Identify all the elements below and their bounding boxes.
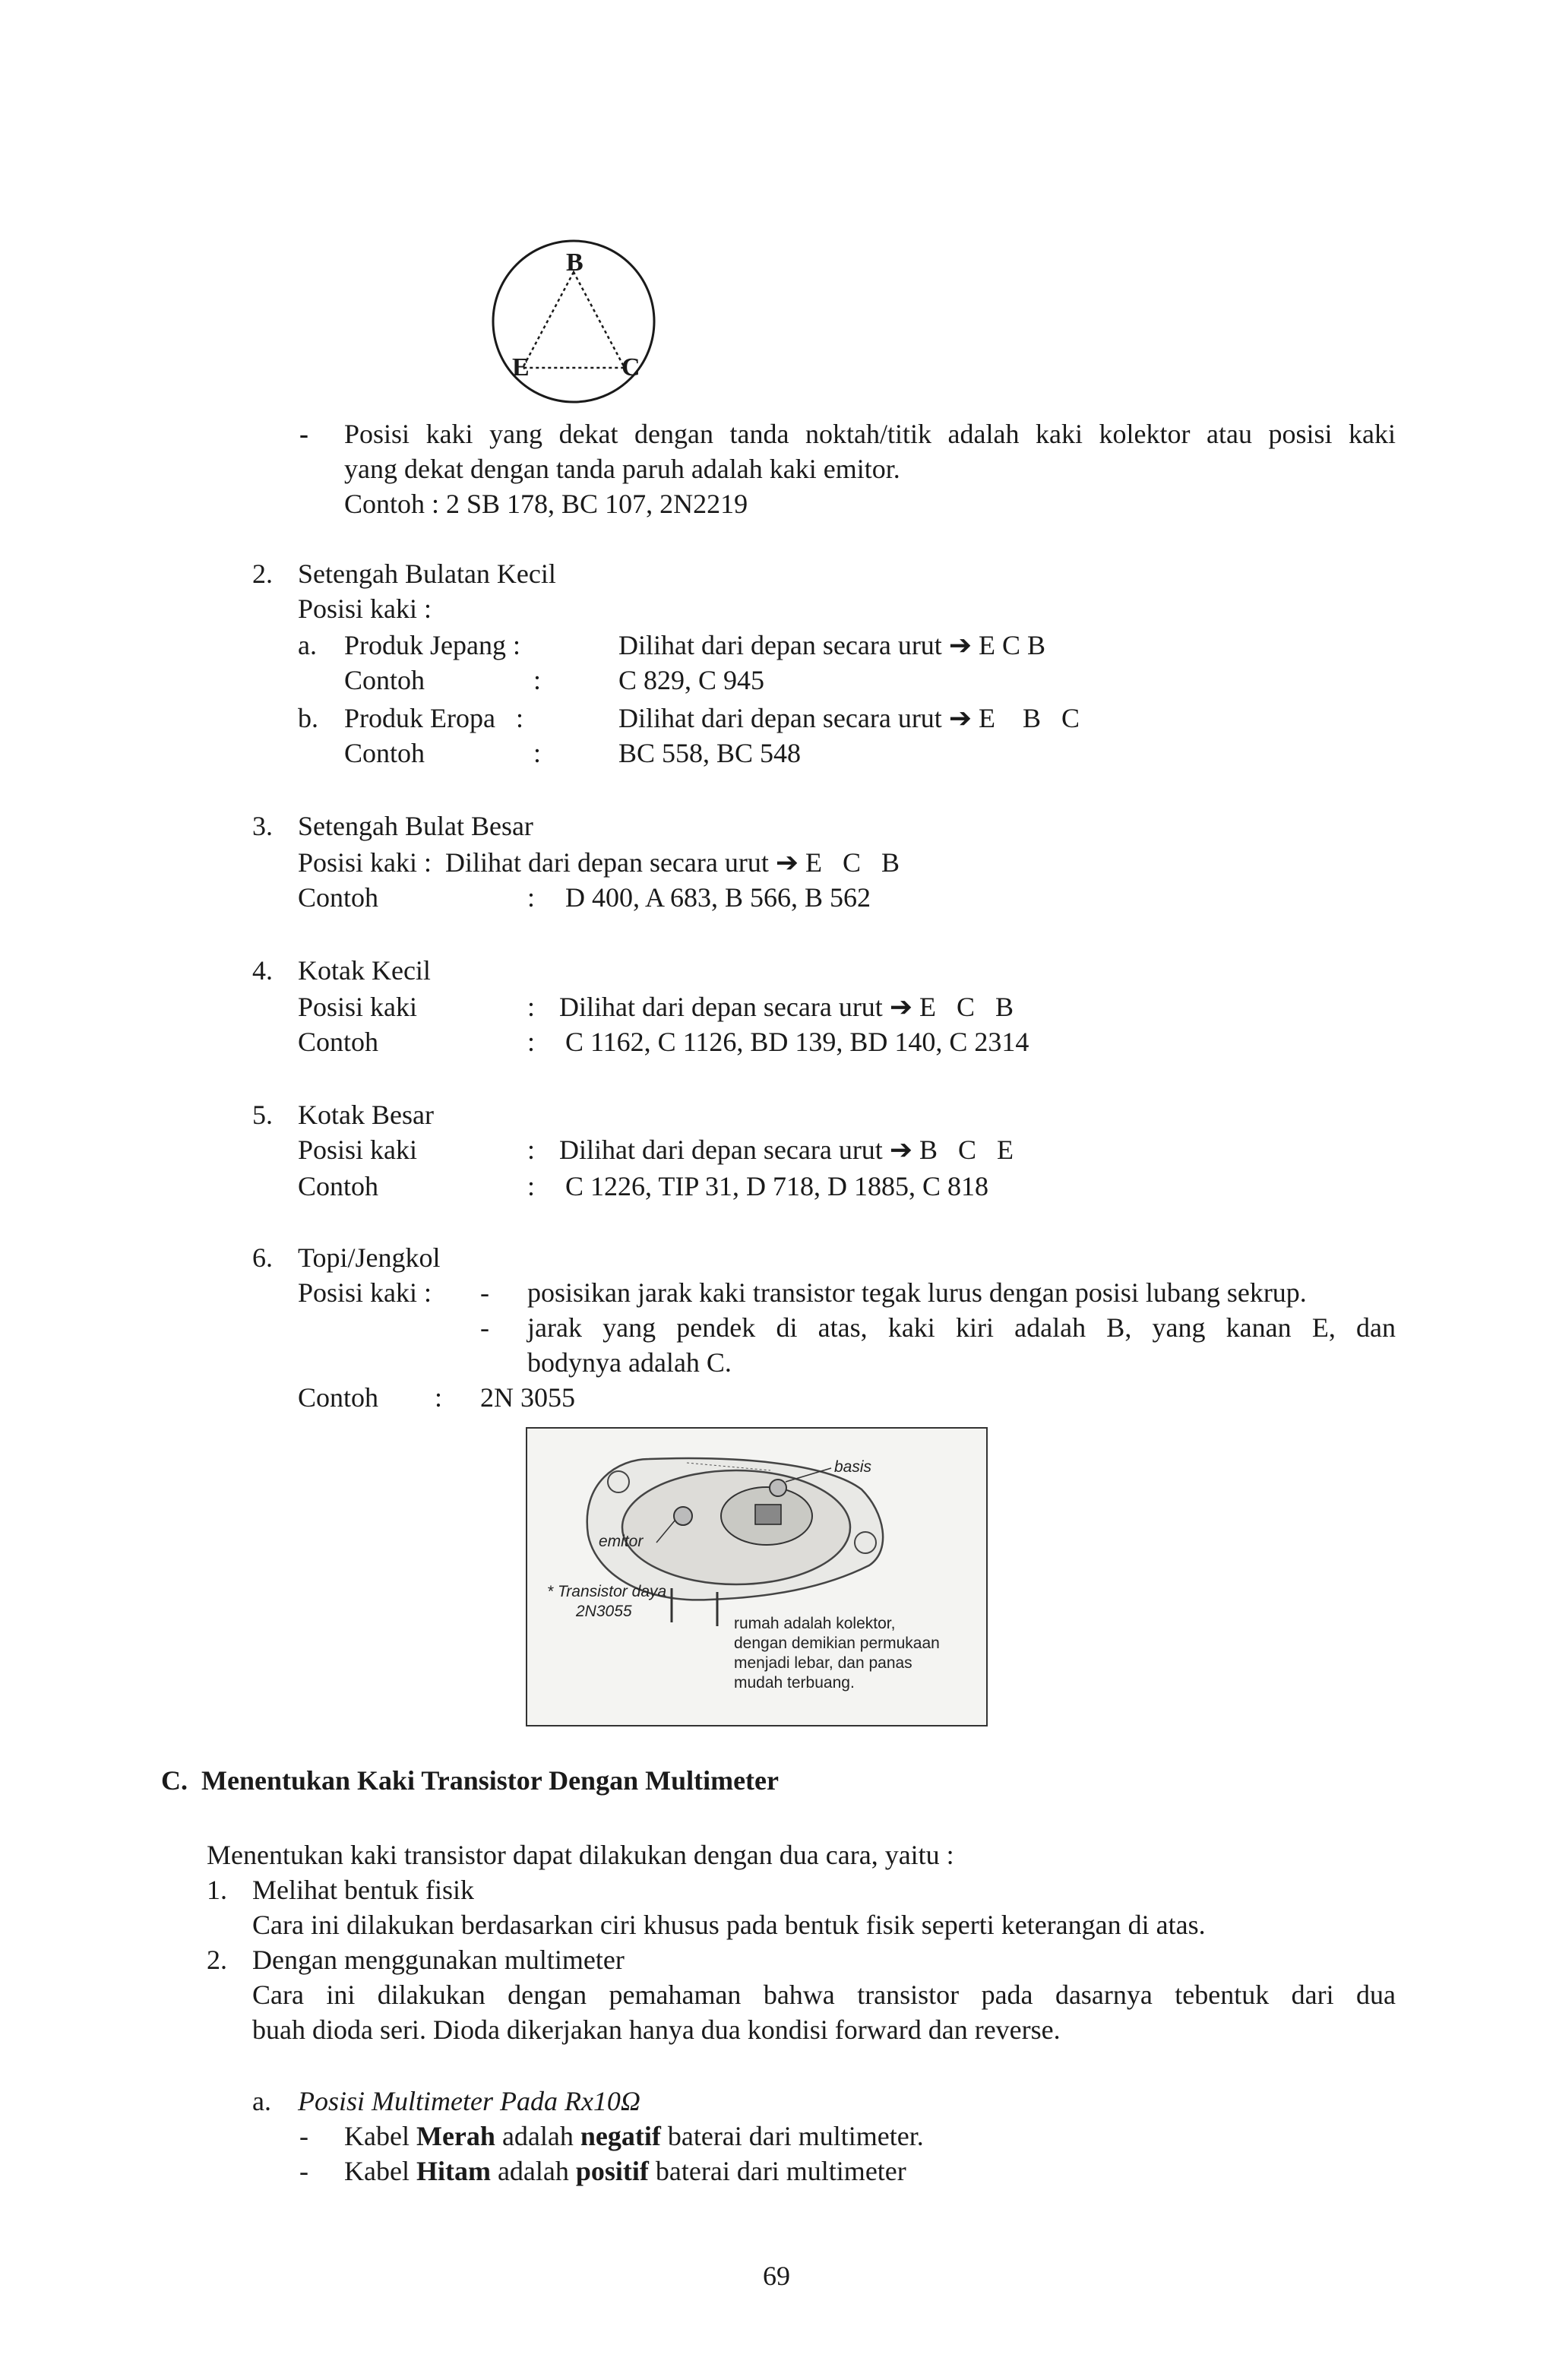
item2-b-example-label: Contoh xyxy=(344,738,425,768)
photo-label-type1: * Transistor daya xyxy=(547,1583,667,1600)
section-c-item2-title: Dengan menggunakan multimeter xyxy=(252,1945,625,1975)
photo-note-line2: dengan demikian permukaan xyxy=(734,1635,940,1652)
sub-a-marker: a. xyxy=(252,2086,271,2116)
item2-b-example-colon: : xyxy=(533,738,542,768)
sub-a-line1: Kabel Merah adalah negatif baterai dari multimeter. xyxy=(344,2121,924,2151)
item3-example-label: Contoh xyxy=(298,882,379,913)
item2-b-example-value: BC 558, BC 548 xyxy=(618,738,802,768)
item4-pos-value: Dilihat dari depan secara urut ➔ E C B xyxy=(559,992,1014,1022)
item2-a-label: Produk Jepang : xyxy=(344,630,520,660)
sub-a-title: Posisi Multimeter Pada Rx10Ω xyxy=(298,2086,640,2116)
pin-label-c: C xyxy=(621,353,640,381)
intro-example: Contoh : 2 SB 178, BC 107, 2N2219 xyxy=(344,489,748,519)
item2-b-label: Produk Eropa : xyxy=(344,703,523,733)
item6-dash1: - xyxy=(480,1277,489,1308)
item2-a-value: Dilihat dari depan secara urut ➔ E C B xyxy=(618,630,1045,660)
item3-example-value: D 400, A 683, B 566, B 562 xyxy=(565,882,871,913)
section-c-intro: Menentukan kaki transistor dapat dilakukan dengan dua cara, yaitu : xyxy=(207,1840,954,1870)
section-c-item1-body: Cara ini dilakukan berdasarkan ciri khusus pada bentuk fisik seperti keterangan di atas. xyxy=(252,1910,1206,1940)
item5-example-label: Contoh xyxy=(298,1171,379,1201)
item3-example-colon: : xyxy=(527,882,536,913)
photo-label-emitor: emitor xyxy=(599,1533,644,1550)
item2-a-example-value: C 829, C 945 xyxy=(618,665,765,695)
section-c-item2-body2: buah dioda seri. Dioda dikerjakan hanya dua kondisi forward dan reverse. xyxy=(252,2014,1061,2045)
transistor-photo xyxy=(526,1427,988,1726)
item5-pos-value: Dilihat dari depan secara urut ➔ B C E xyxy=(559,1135,1014,1165)
photo-label-type2: 2N3055 xyxy=(576,1603,632,1620)
item4-number: 4. xyxy=(252,955,273,986)
sub-a-dash1: - xyxy=(299,2121,308,2151)
pin-diagram xyxy=(486,234,661,409)
item2-a-marker: a. xyxy=(298,630,317,660)
item2-b-value: Dilihat dari depan secara urut ➔ E B C xyxy=(618,703,1080,733)
item2-a-example-label: Contoh xyxy=(344,665,425,695)
item6-example-value: 2N 3055 xyxy=(480,1382,575,1413)
item6-number: 6. xyxy=(252,1242,273,1273)
item6-example-colon: : xyxy=(435,1382,443,1413)
intro-line2: yang dekat dengan tanda paruh adalah kaki emitor. xyxy=(344,454,900,484)
item5-pos-colon: : xyxy=(527,1135,536,1165)
item3-number: 3. xyxy=(252,811,273,841)
section-c-item2-body1: Cara ini dilakukan dengan pemahaman bahwa transistor pada dasarnya tebentuk dari dua xyxy=(252,1980,1396,2010)
item4-example-colon: : xyxy=(527,1027,536,1057)
photo-note-line4: mudah terbuang. xyxy=(734,1674,855,1692)
item2-b-marker: b. xyxy=(298,703,318,733)
photo-note-line3: menjadi lebar, dan panas xyxy=(734,1654,912,1672)
intro-bullet: - xyxy=(299,419,308,449)
item5-pos-label: Posisi kaki xyxy=(298,1135,418,1165)
item4-example-label: Contoh xyxy=(298,1027,379,1057)
item6-example-label: Contoh xyxy=(298,1382,379,1413)
item5-number: 5. xyxy=(252,1100,273,1130)
item6-title: Topi/Jengkol xyxy=(298,1242,441,1273)
page-number: 69 xyxy=(763,2261,790,2291)
item2-a-example-colon: : xyxy=(533,665,542,695)
item6-dash2: - xyxy=(480,1312,489,1343)
pin-label-b: B xyxy=(566,248,584,277)
item4-pos-colon: : xyxy=(527,992,536,1022)
section-c-item1-number: 1. xyxy=(207,1875,227,1905)
item6-bullet2-line2: bodynya adalah C. xyxy=(527,1347,732,1378)
item3-pos-line: Posisi kaki : Dilihat dari depan secara urut ➔ E C B xyxy=(298,847,900,878)
sub-a-line2: Kabel Hitam adalah positif baterai dari multimeter xyxy=(344,2156,906,2186)
item4-example-value: C 1162, C 1126, BD 139, BD 140, C 2314 xyxy=(565,1027,1029,1057)
item2-pos-label: Posisi kaki : xyxy=(298,593,432,624)
section-c-heading: C. Menentukan Kaki Transistor Dengan Multimeter xyxy=(161,1765,780,1796)
item6-pos-label: Posisi kaki : xyxy=(298,1277,432,1308)
section-c-item2-number: 2. xyxy=(207,1945,227,1975)
sub-a-dash2: - xyxy=(299,2156,308,2186)
item5-title: Kotak Besar xyxy=(298,1100,434,1130)
item5-example-value: C 1226, TIP 31, D 718, D 1885, C 818 xyxy=(565,1171,989,1201)
section-c-item1-title: Melihat bentuk fisik xyxy=(252,1875,474,1905)
item3-title: Setengah Bulat Besar xyxy=(298,811,533,841)
item4-title: Kotak Kecil xyxy=(298,955,431,986)
item6-bullet2-line1: jarak yang pendek di atas, kaki kiri adalah B, yang kanan E, dan xyxy=(527,1312,1396,1343)
item2-title: Setengah Bulatan Kecil xyxy=(298,559,556,589)
photo-label-basis: basis xyxy=(834,1458,872,1476)
item6-bullet1: posisikan jarak kaki transistor tegak lurus dengan posisi lubang sekrup. xyxy=(527,1277,1307,1308)
item2-number: 2. xyxy=(252,559,273,589)
item4-pos-label: Posisi kaki xyxy=(298,992,418,1022)
pin-triangle xyxy=(523,272,625,368)
pin-label-e: E xyxy=(512,353,530,381)
item5-example-colon: : xyxy=(527,1171,536,1201)
photo-note-line1: rumah adalah kolektor, xyxy=(734,1615,896,1632)
intro-line1: Posisi kaki yang dekat dengan tanda noktah/titik adalah kaki kolektor atau posisi kaki xyxy=(344,419,1396,449)
